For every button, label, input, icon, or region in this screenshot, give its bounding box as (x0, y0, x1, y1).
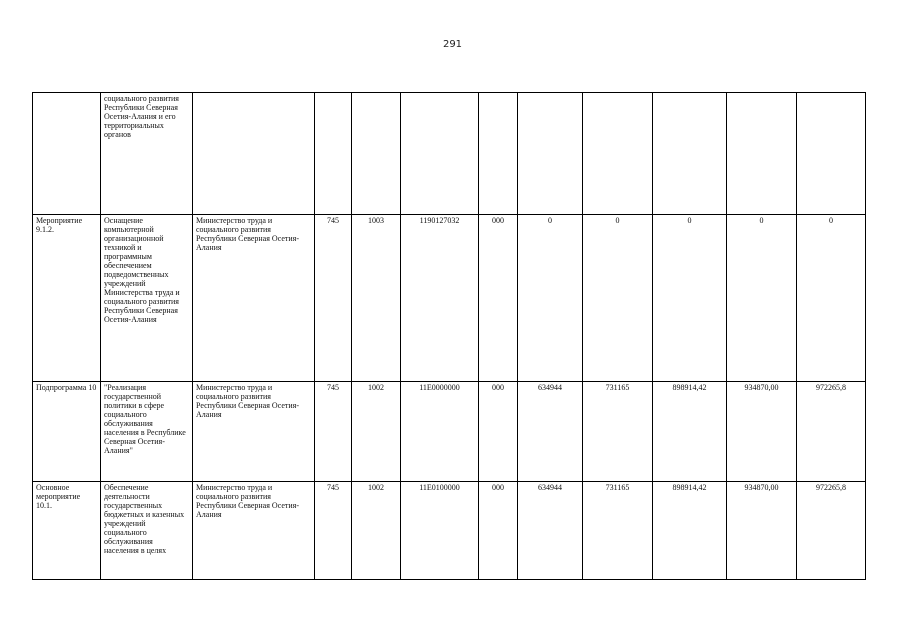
status-cell: Мероприятие 9.1.2. (33, 215, 101, 382)
table-row (33, 482, 866, 580)
status-cell: Подпрограмма 10 (33, 382, 101, 482)
rzpr-cell: 1002 (352, 382, 401, 482)
vr-cell: 000 (479, 482, 518, 580)
value-cell: 634944 (518, 482, 583, 580)
value-cell: 731165 (583, 382, 653, 482)
vr-cell (479, 93, 518, 215)
executor-cell: Министерство труда и социального развития Республики Северная Осетия-Алания (193, 215, 315, 382)
grbs-cell: 745 (315, 382, 352, 482)
value-cell: 898914,42 (653, 382, 727, 482)
name-cell: "Реализация государственной политики в сфере социального обслуживания населения в Республике Северная Осетия-Алания" (101, 382, 193, 482)
status-cell: Основное мероприятие 10.1. (33, 482, 101, 580)
rzpr-cell: 1003 (352, 215, 401, 382)
csr-cell: 11Е0000000 (401, 382, 479, 482)
value-cell (797, 93, 866, 215)
grbs-cell: 745 (315, 482, 352, 580)
table-row (33, 382, 866, 482)
executor-cell: Министерство труда и социального развития Республики Северная Осетия-Алания (193, 382, 315, 482)
csr-cell: 1190127032 (401, 215, 479, 382)
name-cell: социального развития Республики Северная Осетия-Алания и его территориальных органов (101, 93, 193, 215)
value-cell: 934870,00 (727, 382, 797, 482)
grbs-cell: 745 (315, 215, 352, 382)
status-cell (33, 93, 101, 215)
value-cell: 731165 (583, 482, 653, 580)
csr-cell: 11Е0100000 (401, 482, 479, 580)
value-cell: 898914,42 (653, 482, 727, 580)
vr-cell: 000 (479, 215, 518, 382)
value-cell (583, 93, 653, 215)
value-cell: 0 (727, 215, 797, 382)
grbs-cell (315, 93, 352, 215)
page-number: 291 (442, 39, 463, 50)
rzpr-cell: 1002 (352, 482, 401, 580)
csr-cell (401, 93, 479, 215)
rzpr-cell (352, 93, 401, 215)
name-cell: Обеспечение деятельности государственных бюджетных и казенных учреждений социального обслуживания населения в целях (101, 482, 193, 580)
value-cell: 0 (583, 215, 653, 382)
value-cell: 972265,8 (797, 382, 866, 482)
name-cell: Оснащение компьютерной организационной техникой и программным обеспечением подведомственных учреждений Министерства труда и социального развития Республики Северная Осетия-Алания (101, 215, 193, 382)
value-cell: 0 (518, 215, 583, 382)
value-cell (653, 93, 727, 215)
executor-cell (193, 93, 315, 215)
value-cell: 972265,8 (797, 482, 866, 580)
table-row (33, 93, 866, 215)
value-cell (518, 93, 583, 215)
value-cell: 634944 (518, 382, 583, 482)
value-cell: 0 (797, 215, 866, 382)
vr-cell: 000 (479, 382, 518, 482)
table-row (33, 215, 866, 382)
executor-cell: Министерство труда и социального развития Республики Северная Осетия-Алания (193, 482, 315, 580)
value-cell (727, 93, 797, 215)
value-cell: 934870,00 (727, 482, 797, 580)
value-cell: 0 (653, 215, 727, 382)
budget-table (32, 92, 866, 580)
